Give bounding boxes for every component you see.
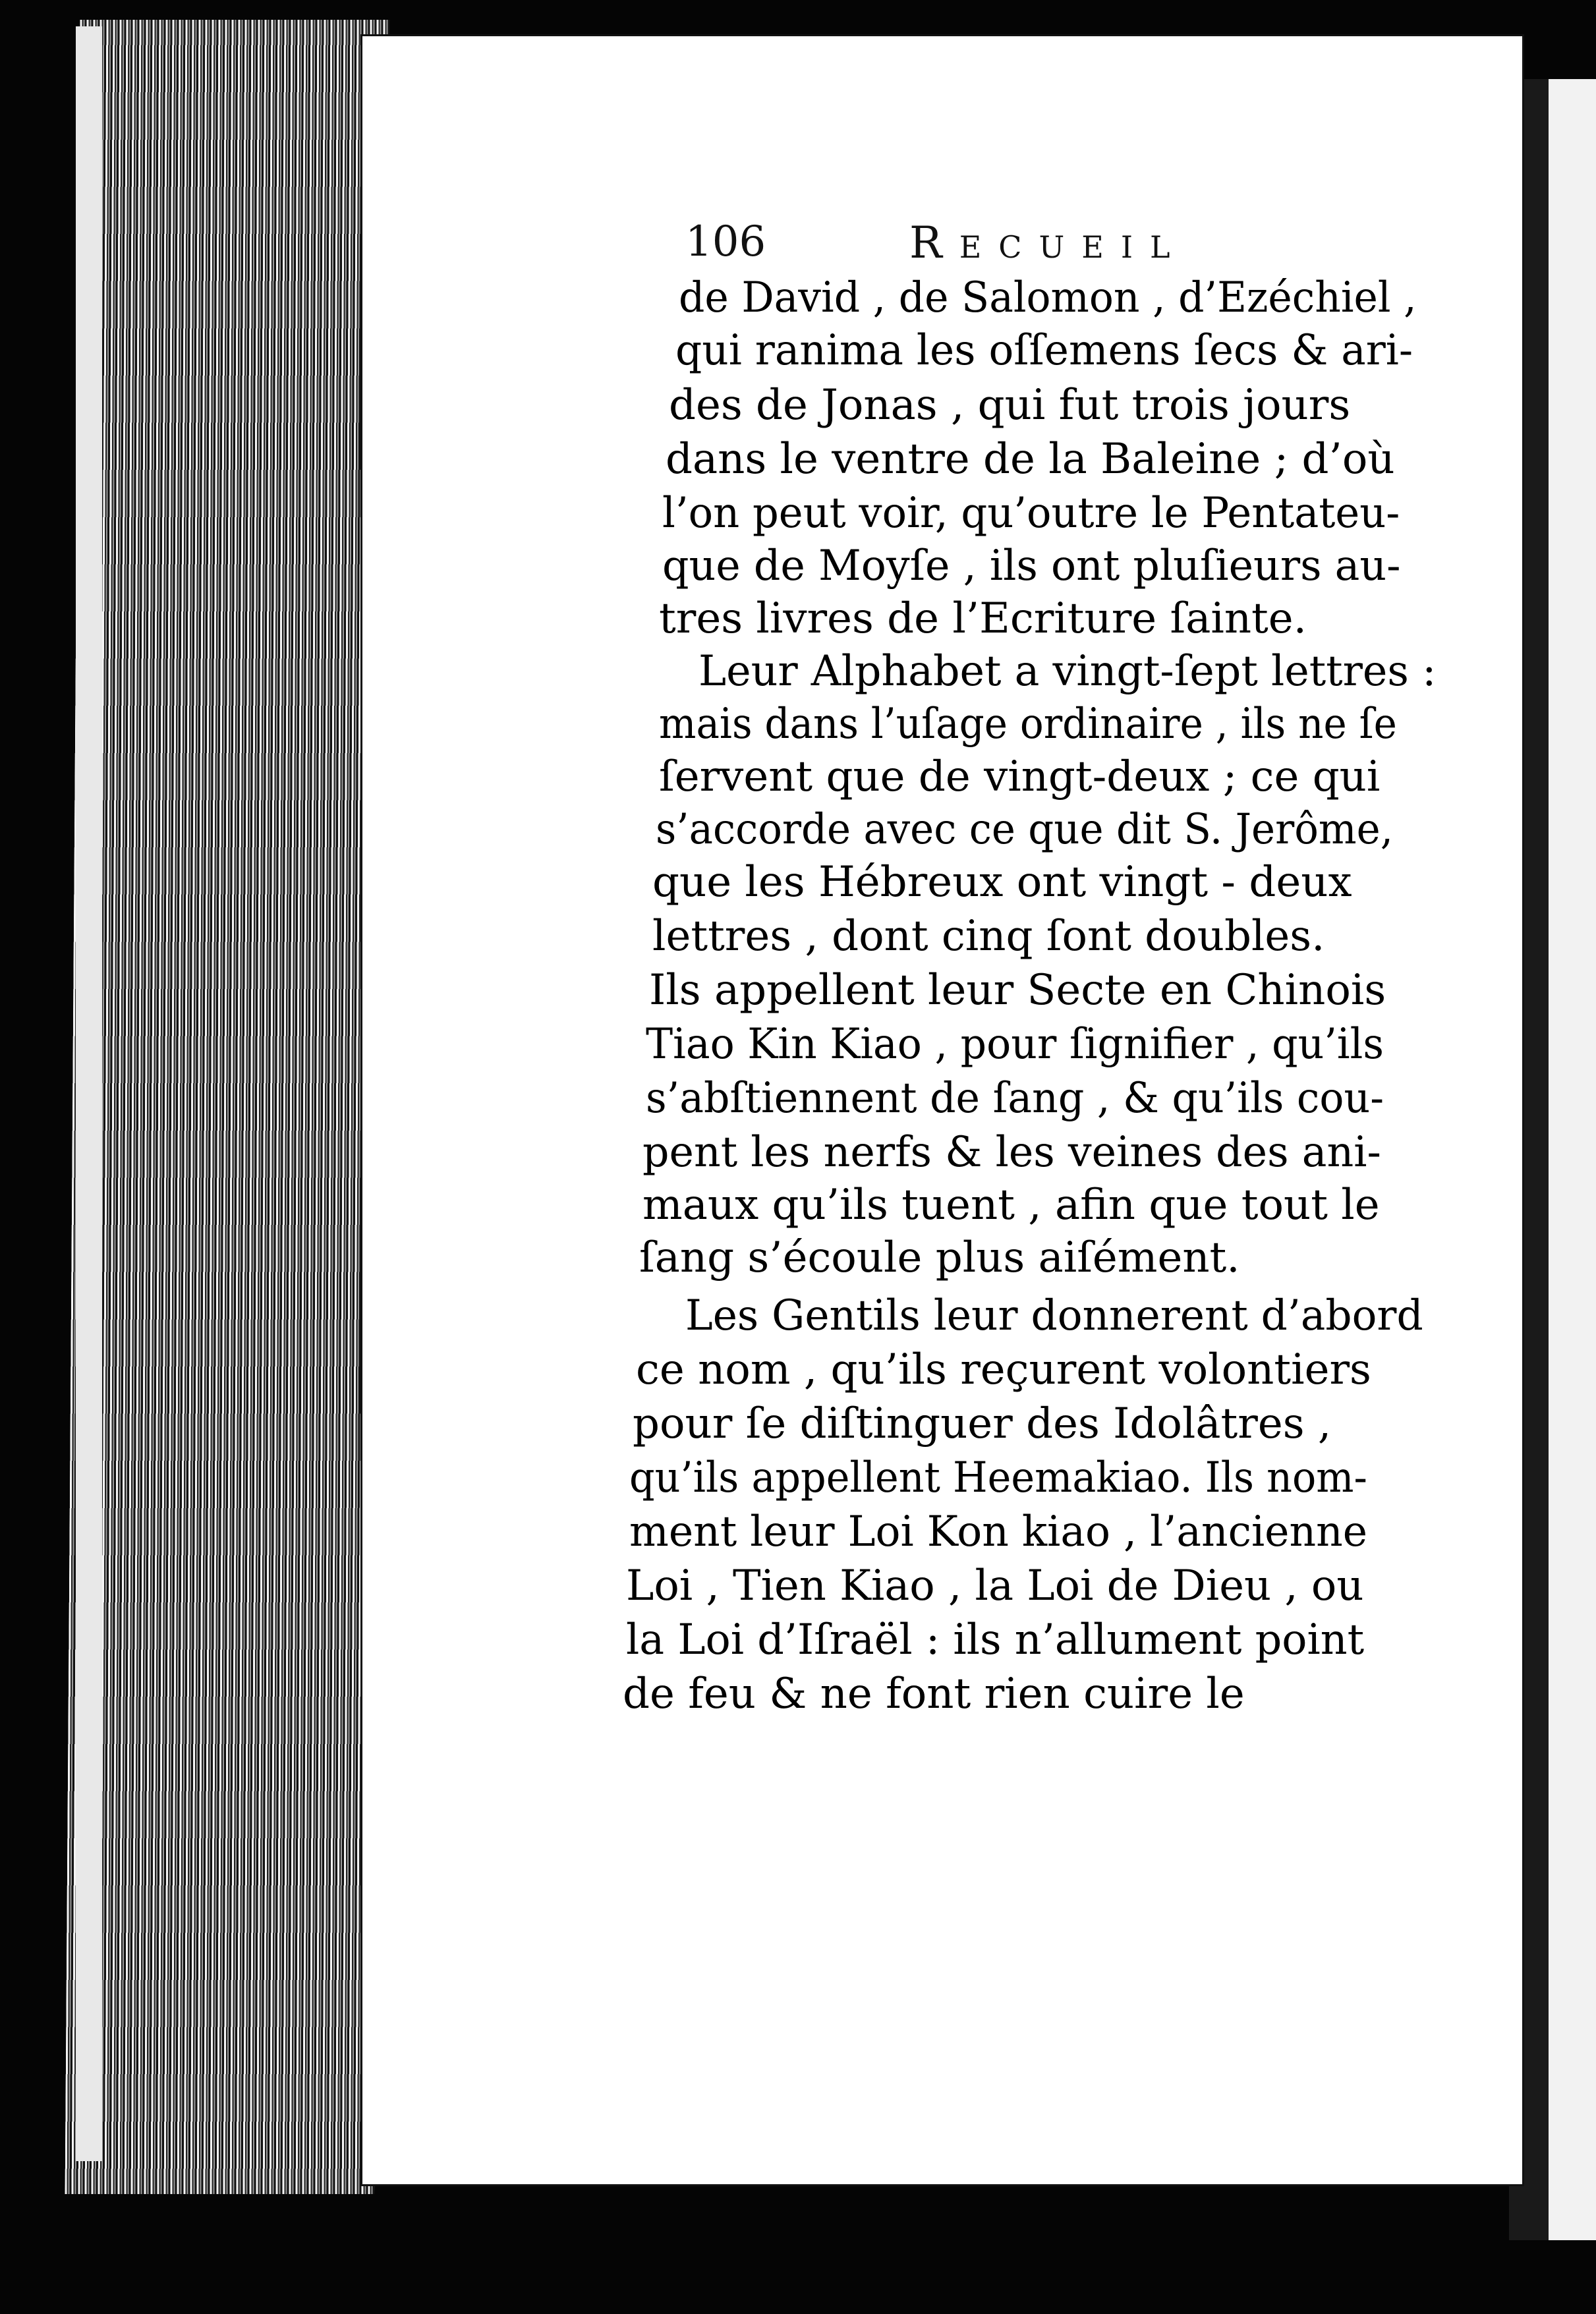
text-line: maux qu’ils tuent , afin que tout le: [642, 1181, 1380, 1229]
text-line: ſang s’écoule plus aiſément.: [639, 1233, 1240, 1282]
text-line: ment leur Loi Kon kiao , l’ancienne: [629, 1508, 1368, 1556]
text-line: Tiao Kin Kiao , pour ſignifier , qu’ils: [646, 1020, 1384, 1069]
text-line: dans le ventre de la Baleine ; d’où: [666, 435, 1395, 484]
text-line: Loi , Tien Kiao , la Loi de Dieu , ou: [626, 1562, 1364, 1610]
running-head: Recueil: [909, 217, 1187, 268]
text-line: s’accorde avec ce que dit S. Jerôme,: [656, 805, 1394, 854]
text-line: pent les nerfs & les veines des ani-: [642, 1128, 1381, 1177]
text-line: mais dans l’uſage ordinaire , ils ne ſe: [659, 700, 1397, 748]
text-line: que les Hébreux ont vingt - deux: [652, 858, 1352, 907]
text-line: qu’ils appellent Heemakiao. Ils nom-: [629, 1453, 1367, 1502]
text-line: pour ſe diſtinguer des Idolâtres ,: [633, 1399, 1332, 1448]
text-line: l’on peut voir, qu’outre le Pentateu-: [662, 489, 1400, 538]
text-line: de feu & ne font rien cuire le: [623, 1670, 1245, 1718]
page-number: 106: [685, 217, 766, 266]
book-cover-edge: [76, 26, 102, 2161]
text-line: de David , de Salomon , d’Ezéchiel ,: [679, 273, 1417, 322]
text-line: qui ranima les oſſemens ſecs & ari-: [675, 326, 1413, 375]
text-line: la Loi d’Iſraël : ils n’allument point: [626, 1616, 1365, 1664]
text-line: ſervent que de vingt-deux ; ce qui: [659, 752, 1381, 801]
book-page-edges: [65, 20, 389, 2194]
text-line: lettres , dont cinq ſont doubles.: [652, 912, 1325, 961]
text-line: Les Gentils leur donnerent d’abord: [685, 1291, 1423, 1340]
text-line: Ils appellent leur Secte en Chinois: [649, 966, 1386, 1015]
text-line: tres livres de l’Ecriture ſainte.: [659, 594, 1307, 643]
text-line: Leur Alphabet a vingt-ſept lettres :: [698, 647, 1437, 696]
page-header: [685, 217, 1278, 270]
text-line: des de Jonas , qui fut trois jours: [669, 381, 1351, 430]
text-line: que de Moyſe , ils ont pluſieurs au-: [662, 542, 1401, 590]
text-line: ce nom , qu’ils reçurent volontiers: [636, 1345, 1371, 1394]
text-line: s’abſtiennent de ſang , & qu’ils cou-: [646, 1074, 1384, 1123]
